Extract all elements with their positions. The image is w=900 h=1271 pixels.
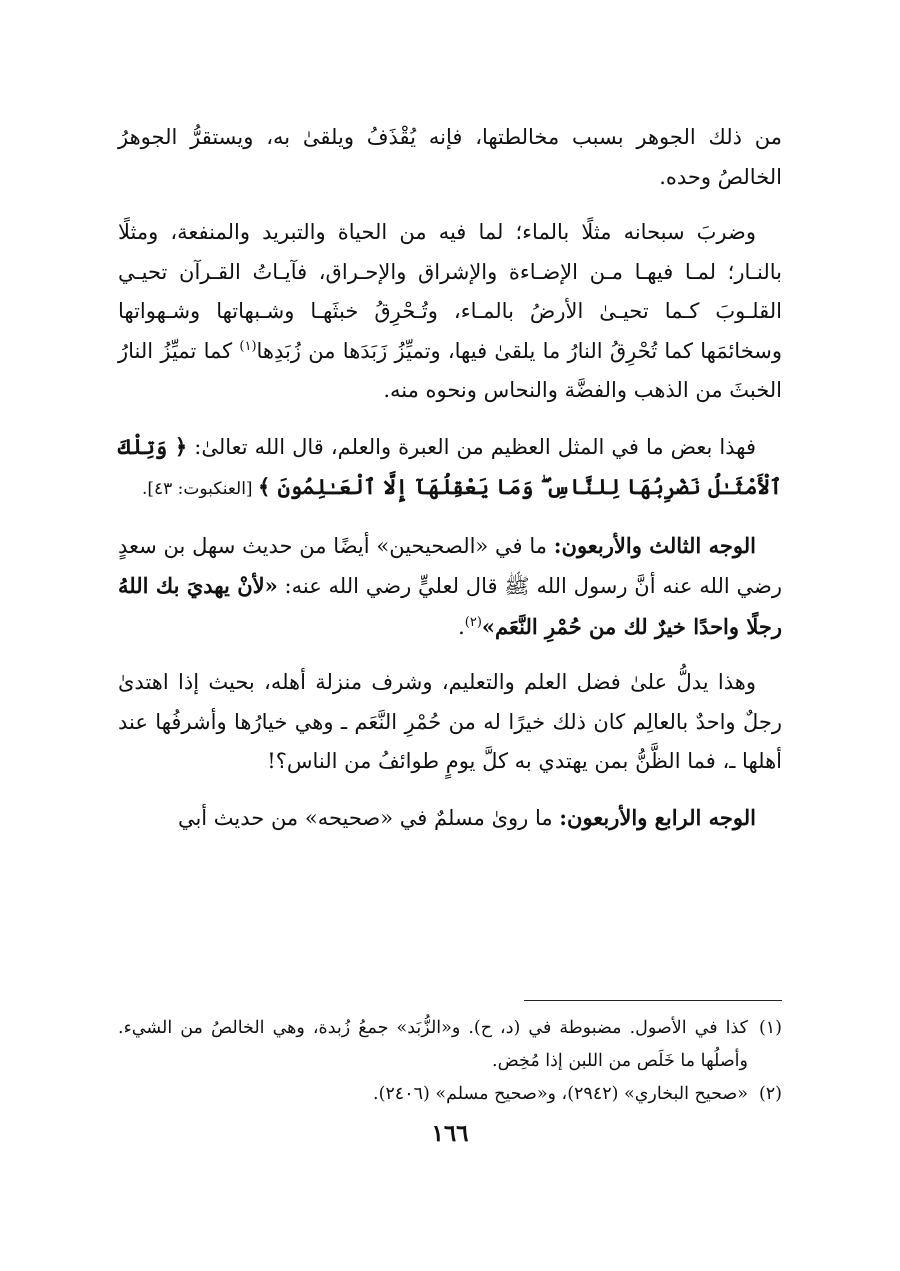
footnote-text: «صحيح البخاري» (٢٩٤٢)، و«صحيح مسلم» (٢٤٠٦).	[373, 1084, 748, 1104]
paragraph-4	[118, 526, 782, 648]
paragraph-2-tail: كما تميِّزُ النارُ الخبثَ من الذهب والفضَّة والنحاس ونحوه منه.	[118, 338, 782, 402]
footnote-number: (٢)	[758, 1084, 782, 1104]
paragraph-4-text: ما في «الصحيحين» أيضًا من حديث سهل بن سعدٍ رضي الله عنه أنَّ رسول الله ﷺ قال لعليٍّ رضي الله عنه:	[118, 533, 782, 598]
page-body	[118, 118, 782, 854]
section-heading-44: الوجه الرابع والأربعون:	[559, 804, 756, 830]
paragraph-1: من ذلك الجوهر بسبب مخالطتها، فإنه يُقْذَفُ ويلقىٰ به، ويستقرُّ الجوهرُ الخالصُ وحده.	[118, 125, 782, 189]
section-heading-43: الوجه الثالث والأربعون:	[553, 532, 756, 558]
paragraph-5: وهذا يدلُّ علىٰ فضل العلم والتعليم، وشرف منزلة أهله، بحيث إذا اهتدىٰ رجلٌ واحدٌ بالعالِم كان ذلك خيرًا له من حُمْرِ النَّعَم ـ وهي خيارُها وأشرفُها عند أهلها ـ، فما الظَّنُّ بمن يهتدي به كلَّ يومٍ طوائفُ من الناس؟!	[118, 670, 782, 773]
paragraph-2	[118, 213, 782, 411]
footnote-2	[118, 1078, 782, 1111]
hadith-quote: «لأنْ يهديَ بك اللهُ رجلًا واحدًا خيرٌ لك من حُمْرِ النَّعَم»	[118, 573, 782, 639]
paragraph-3	[118, 427, 782, 510]
paragraph-4-end: .	[458, 614, 465, 639]
footnote-1	[118, 1012, 782, 1078]
paragraph-3-intro: فهذا بعض ما في المثل العظيم من العبرة والعلم، قال الله تعالىٰ:	[187, 434, 756, 459]
paragraph-2-text: وضربَ سبحانه مثلًا بالماء؛ لما فيه من الحياة والتبريد والمنفعة، ومثلًا بالنـار؛ لمـا فيهـا مـن الإضـاءة والإشراق والإحـراق، فآيـاتُ القـرآن تحيـي القلـوبَ كـما تحيـىٰ الأرضُ بالمـاء، وتُـحْرِقُ خبثَهـا وشـبهاتها وشـهواتها وسخائمَها كما تُحْرِقُ النارُ ما يلقىٰ فيها، وتميِّزُ زَبَدَها من زُبَدِها	[118, 220, 783, 363]
footnote-text: كذا في الأصول. مضبوطة في (د، ح). و«الزُّبَد» جمعُ زُبدة، وهي الخالصُ من الشيء. وأصلُها ما خَلَص من اللبن إذا مُخِض.	[118, 1018, 748, 1071]
verse-source: [العنكبوت: ٤٣].	[141, 479, 258, 499]
footnote-ref-2: (٢)	[464, 614, 482, 630]
footnotes	[118, 1012, 782, 1111]
quran-verse: ﴿ وَتِلْكَ ٱلْأَمْثَـٰلُ نَضْرِبُهَا لِلنَّاسِ ۖ وَمَا يَعْقِلُهَآ إِلَّا ٱلْعَـٰلِمُونَ ﴾	[118, 433, 782, 499]
page-number: ١٦٦	[431, 1120, 469, 1147]
footnote-separator	[524, 1000, 782, 1001]
paragraph-6-text: ما روىٰ مسلمٌ في «صحيحه» من حديث أبي	[177, 805, 560, 830]
footnote-ref-1: (١)	[239, 338, 257, 354]
paragraph-6	[118, 798, 782, 839]
footnote-number: (١)	[758, 1018, 782, 1038]
